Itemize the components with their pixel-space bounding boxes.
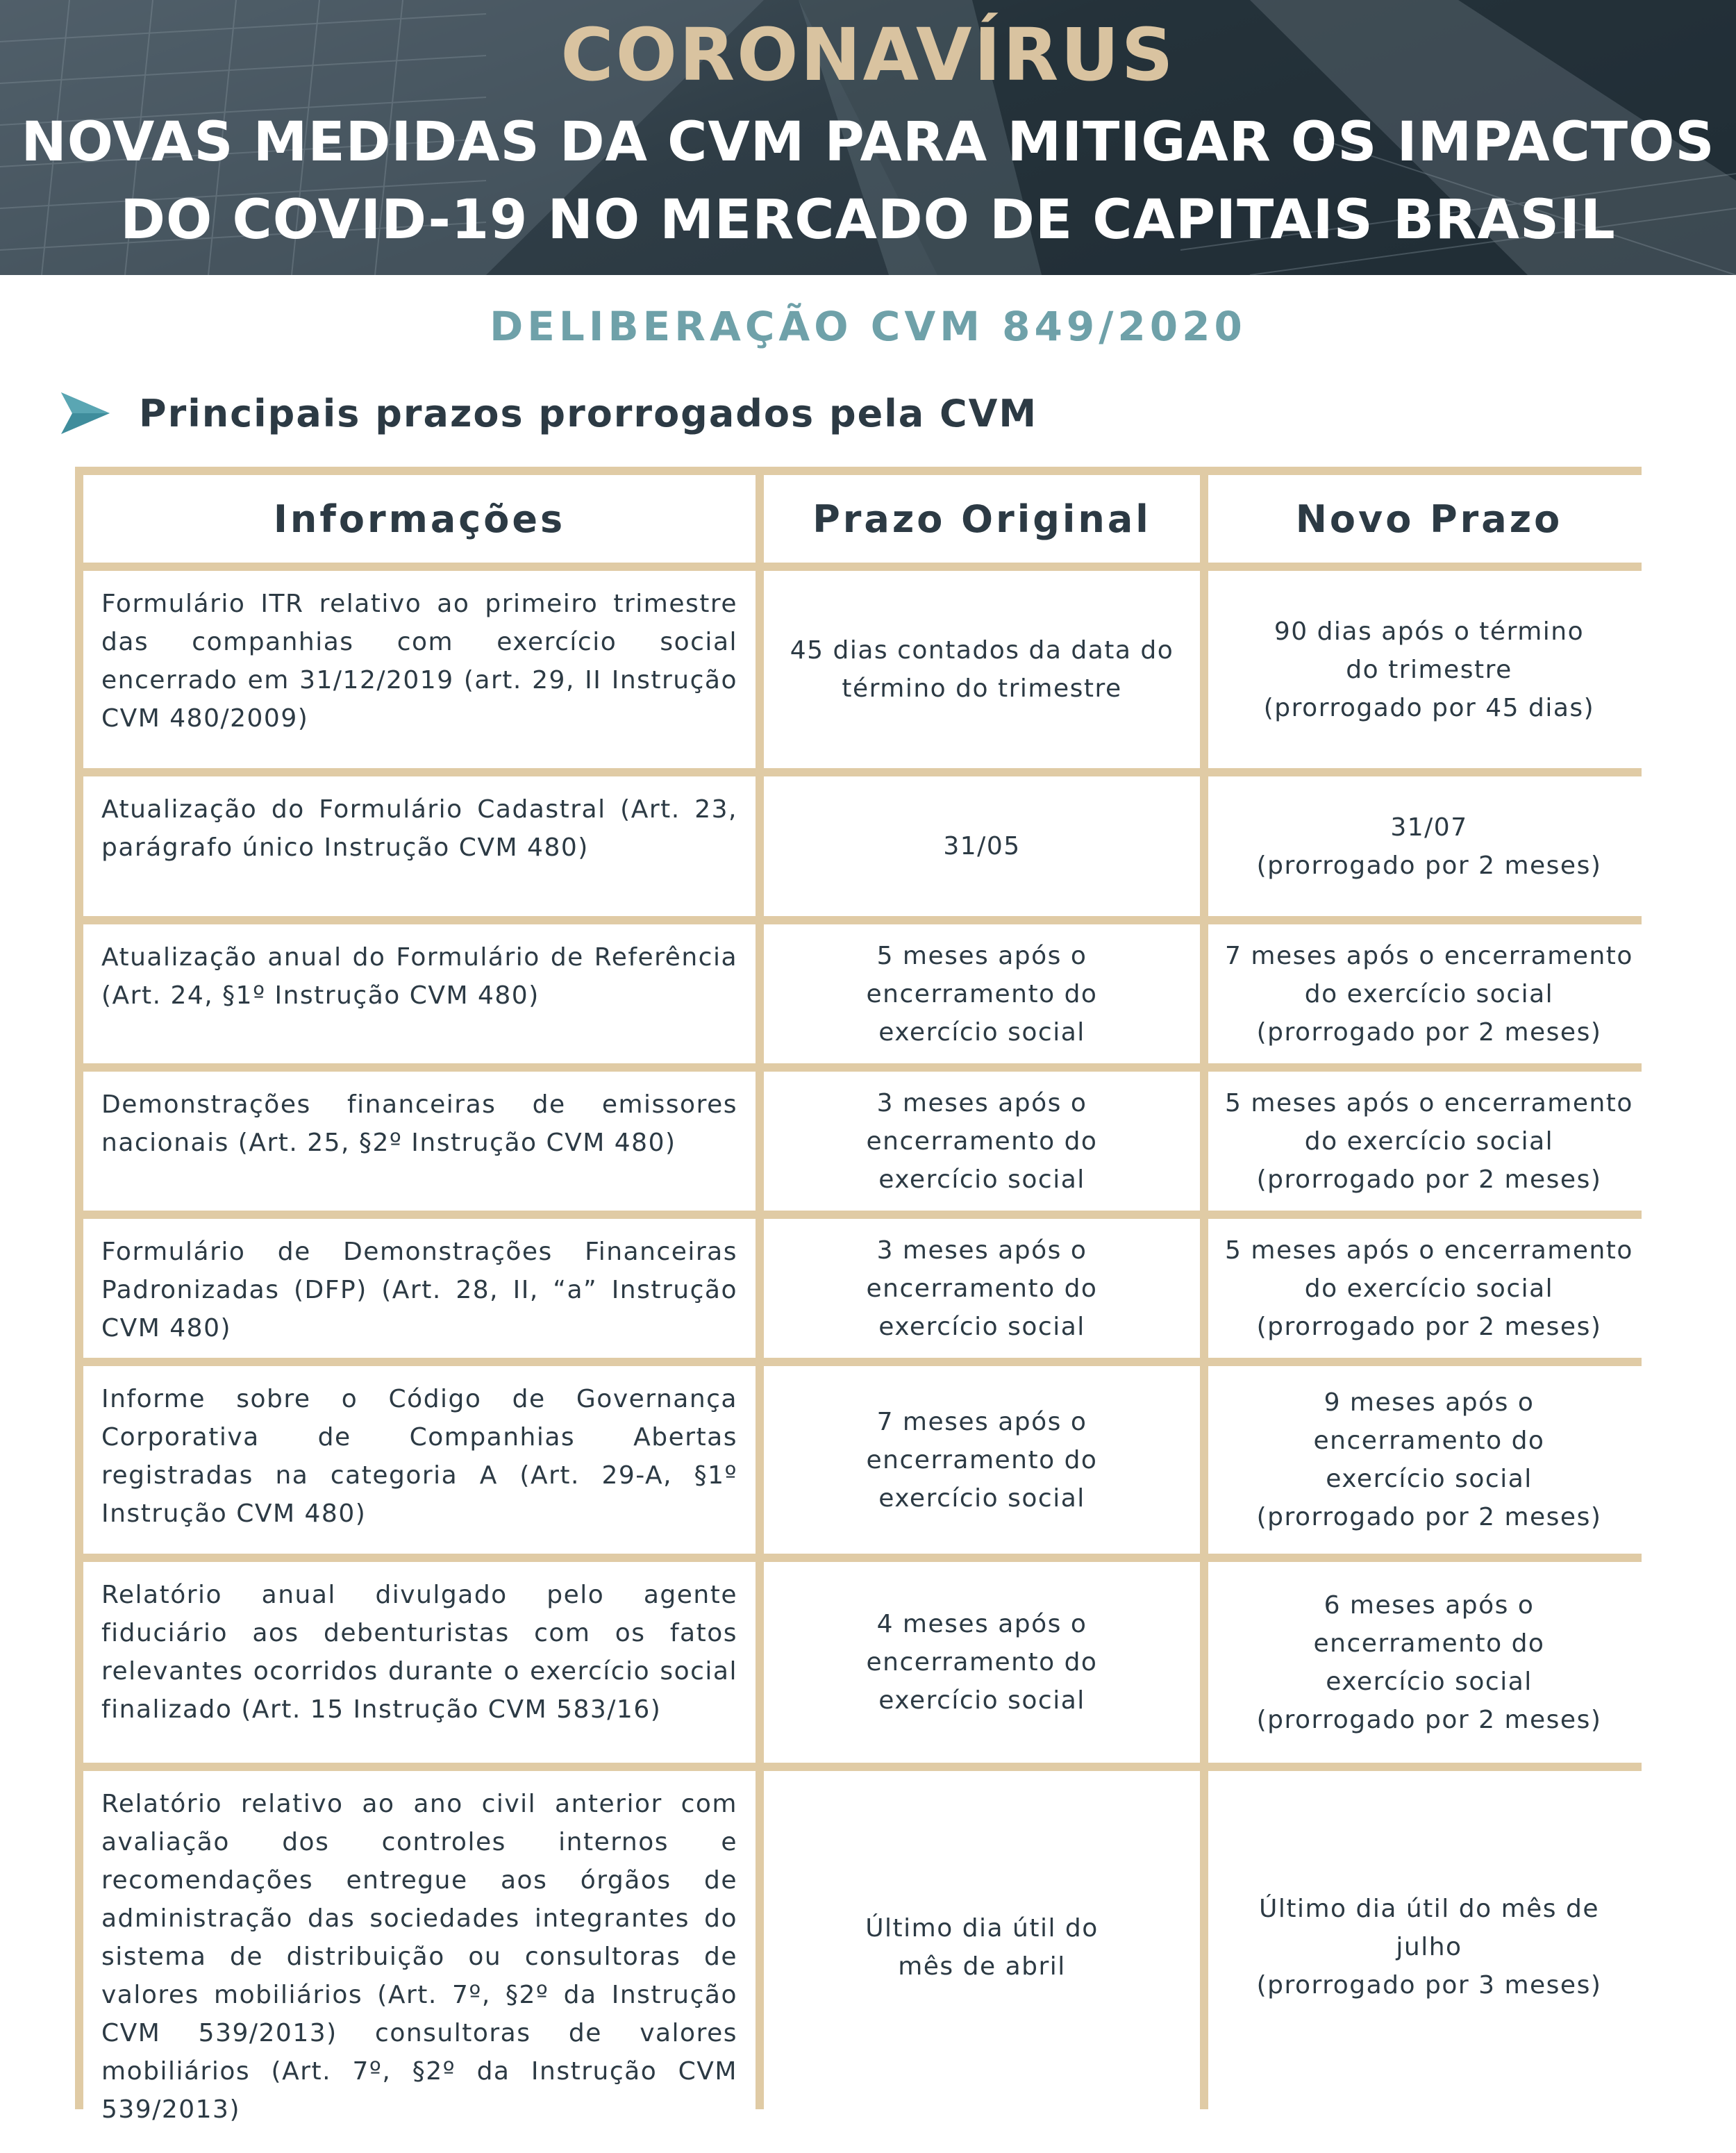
table-cell-novo: 9 meses após o encerramento do exercício social (prorrogado por 2 meses): [1208, 1366, 1650, 1554]
subtitle: DELIBERAÇÃO CVM 849/2020: [490, 303, 1246, 350]
table-cell-info: Informe sobre o Código de Governança Corporativa de Companhias Abertas registradas na categoria A (Art. 29-A, §1º Instrução CVM 480): [83, 1366, 756, 1554]
table-cell-original: Último dia útil do mês de abril: [764, 1771, 1200, 2123]
header-banner: [0, 0, 1736, 275]
table-cell-novo: Último dia útil do mês de julho (prorrogado por 3 meses): [1208, 1771, 1650, 2123]
table-cell-novo: 6 meses após o encerramento do exercício social (prorrogado por 2 meses): [1208, 1562, 1650, 1763]
banner-headline-line1: NOVAS MEDIDAS DA CVM PARA MITIGAR OS IMPACTOS: [21, 111, 1715, 174]
deadlines-table: [75, 467, 1642, 2124]
table-cell-info: Relatório anual divulgado pelo agente fiduciário aos debenturistas com os fatos relevantes ocorridos durante o exercício social finalizado (Art. 15 Instrução CVM 583/16): [83, 1562, 756, 1763]
table-cell-info: Atualização anual do Formulário de Referência (Art. 24, §1º Instrução CVM 480): [83, 924, 756, 1063]
arrow-right-icon: [61, 392, 110, 434]
table-cell-info: Demonstrações financeiras de emissores nacionais (Art. 25, §2º Instrução CVM 480): [83, 1072, 756, 1211]
table-cell-novo: 90 dias após o término do trimestre (prorrogado por 45 dias): [1208, 571, 1650, 768]
table-cell-info: Relatório relativo ao ano civil anterior com avaliação dos controles internos e recomendações entregue aos órgãos de administração das sociedades integrantes do sistema de distribuição ou consultoras de valores mobiliários (Art. 7º, §2º da Instrução CVM 539/2013) consultoras de valores mobiliários (Art. 7º, §2º da Instrução CVM 539/2013): [83, 1771, 756, 2123]
table-cell-novo: 5 meses após o encerramento do exercício social (prorrogado por 2 meses): [1208, 1219, 1650, 1358]
table-cell-original: 3 meses após o encerramento do exercício social: [764, 1072, 1200, 1211]
table-cell-original: 31/05: [764, 776, 1200, 916]
banner-title: CORONAVÍRUS: [560, 13, 1176, 97]
table-cell-novo: 31/07 (prorrogado por 2 meses): [1208, 776, 1650, 916]
table-cell-novo: 5 meses após o encerramento do exercício social (prorrogado por 2 meses): [1208, 1072, 1650, 1211]
column-header-prazo-original: Prazo Original: [764, 475, 1200, 563]
section-heading: [61, 389, 1037, 438]
table-cell-info: Formulário ITR relativo ao primeiro trimestre das companhias com exercício social encerrado em 31/12/2019 (art. 29, II Instrução CVM 480/2009): [83, 571, 756, 768]
banner-headline-line2: DO COVID-19 NO MERCADO DE CAPITAIS BRASIL: [120, 189, 1616, 251]
table-cell-info: Formulário de Demonstrações Financeiras Padronizadas (DFP) (Art. 28, II, “a” Instrução CVM 480): [83, 1219, 756, 1358]
table-cell-novo: 7 meses após o encerramento do exercício social (prorrogado por 2 meses): [1208, 924, 1650, 1063]
table-cell-original: 4 meses após o encerramento do exercício social: [764, 1562, 1200, 1763]
column-header-novo-prazo: Novo Prazo: [1208, 475, 1650, 563]
table-cell-original: 45 dias contados da data do término do trimestre: [764, 571, 1200, 768]
column-header-informacoes: Informações: [83, 475, 756, 563]
table-cell-original: 7 meses após o encerramento do exercício social: [764, 1366, 1200, 1554]
table-cell-original: 5 meses após o encerramento do exercício social: [764, 924, 1200, 1063]
table-cell-original: 3 meses após o encerramento do exercício social: [764, 1219, 1200, 1358]
table-cell-info: Atualização do Formulário Cadastral (Art. 23, parágrafo único Instrução CVM 480): [83, 776, 756, 916]
section-heading-text: Principais prazos prorrogados pela CVM: [139, 391, 1038, 435]
